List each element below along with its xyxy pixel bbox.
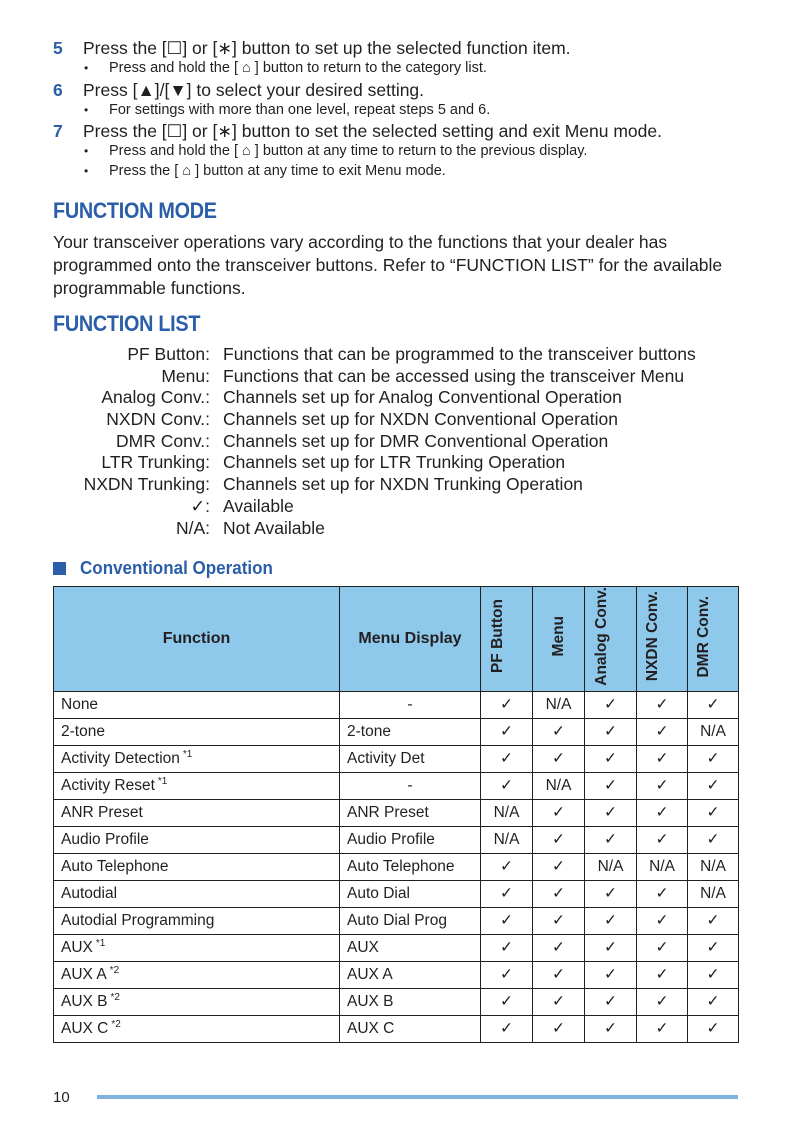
function-table <box>53 586 739 1043</box>
legend-term: Analog Conv.: <box>101 387 210 408</box>
cell-function <box>54 718 340 745</box>
legend-term: DMR Conv.: <box>116 430 210 451</box>
cell-menu: ✓ <box>533 745 585 772</box>
cell-nxdn-conv: ✓ <box>637 745 688 772</box>
section-title: Conventional Operation <box>80 557 273 578</box>
step-7 <box>53 120 753 142</box>
header-function: Function <box>54 587 340 692</box>
legend-row <box>53 518 753 540</box>
footnote-ref: *2 <box>109 965 120 977</box>
function-mode-heading: FUNCTION MODE <box>53 198 217 223</box>
cell-analog-conv: ✓ <box>585 961 637 988</box>
cell-analog-conv: ✓ <box>585 1015 637 1042</box>
cell-nxdn-conv: ✓ <box>637 772 688 799</box>
step-bullet: • Press and hold the [ ⌂ ] button to return to the category list. <box>53 59 753 79</box>
cell-function <box>54 1015 340 1042</box>
function-name: Auto Telephone <box>61 857 169 875</box>
function-name: AUX C <box>61 1020 109 1038</box>
cell-menu-display: AUX B <box>340 988 481 1015</box>
legend-row <box>53 409 753 431</box>
cell-menu-display: Auto Telephone <box>340 853 481 880</box>
cell-pf-button: N/A <box>481 826 533 853</box>
legend-term: PF Button: <box>127 344 210 364</box>
table-row <box>54 934 739 961</box>
function-name: None <box>61 695 99 713</box>
header-label: PF Button <box>488 599 506 674</box>
cell-menu: ✓ <box>533 799 585 826</box>
step-text: Press the [☐] or [∗] button to set up the selected function item. <box>83 38 571 58</box>
function-list-heading: FUNCTION LIST <box>53 311 201 336</box>
function-name: 2-tone <box>61 722 105 740</box>
table-row <box>54 853 739 880</box>
legend-row <box>53 344 753 366</box>
table-header-row <box>54 587 739 692</box>
cell-analog-conv: ✓ <box>585 826 637 853</box>
table-row <box>54 961 739 988</box>
cell-pf-button: ✓ <box>481 961 533 988</box>
cell-pf-button: ✓ <box>481 853 533 880</box>
function-name: Audio Profile <box>61 830 149 848</box>
step-number: 5 <box>53 38 63 58</box>
header-label: DMR Conv. <box>695 595 712 678</box>
cell-nxdn-conv: ✓ <box>637 880 688 907</box>
legend-desc: Channels set up for DMR Conventional Operation <box>223 430 609 451</box>
legend-term: NXDN Trunking: <box>83 474 210 495</box>
cell-menu-display: - <box>340 772 481 799</box>
function-name: Autodial <box>61 884 118 902</box>
cell-nxdn-conv: ✓ <box>637 988 688 1015</box>
step-bullet: • Press the [ ⌂ ] button at any time to exit Menu mode. <box>53 162 753 182</box>
header-label: Analog Conv. <box>592 587 610 686</box>
cell-analog-conv: ✓ <box>585 988 637 1015</box>
step-bullet: • Press and hold the [ ⌂ ] button at any time to return to the previous display. <box>53 142 753 162</box>
cell-pf-button: ✓ <box>481 691 533 718</box>
legend-row <box>53 387 753 409</box>
cell-dmr-conv: ✓ <box>688 691 739 718</box>
legend-desc: Channels set up for NXDN Trunking Operation <box>223 474 583 495</box>
cell-function <box>54 988 340 1015</box>
cell-menu-display: 2-tone <box>340 718 481 745</box>
cell-pf-button: ✓ <box>481 880 533 907</box>
cell-analog-conv: ✓ <box>585 691 637 718</box>
cell-function <box>54 934 340 961</box>
cell-function <box>54 853 340 880</box>
cell-pf-button: ✓ <box>481 907 533 934</box>
cell-menu: ✓ <box>533 826 585 853</box>
table-row <box>54 718 739 745</box>
cell-analog-conv: ✓ <box>585 907 637 934</box>
cell-pf-button: ✓ <box>481 988 533 1015</box>
cell-menu-display: AUX C <box>340 1015 481 1042</box>
function-name: Activity Reset <box>61 777 155 795</box>
cell-pf-button: ✓ <box>481 718 533 745</box>
cell-function <box>54 745 340 772</box>
cell-nxdn-conv: ✓ <box>637 799 688 826</box>
cell-nxdn-conv: ✓ <box>637 1015 688 1042</box>
legend-row <box>53 452 753 474</box>
legend-row <box>53 366 753 388</box>
cell-menu-display: Auto Dial Prog <box>340 907 481 934</box>
header-dmr-conv <box>688 587 739 692</box>
cell-pf-button: N/A <box>481 799 533 826</box>
header-menu-display: Menu Display <box>340 587 481 692</box>
header-pf-button <box>481 587 533 692</box>
cell-analog-conv: ✓ <box>585 880 637 907</box>
cell-menu: ✓ <box>533 718 585 745</box>
cell-menu-display: Activity Det <box>340 745 481 772</box>
cell-function <box>54 799 340 826</box>
cell-pf-button: ✓ <box>481 934 533 961</box>
legend-row <box>53 496 753 518</box>
cell-nxdn-conv: ✓ <box>637 718 688 745</box>
cell-function <box>54 880 340 907</box>
cell-menu: ✓ <box>533 988 585 1015</box>
cell-menu: ✓ <box>533 907 585 934</box>
table-row <box>54 772 739 799</box>
cell-menu: ✓ <box>533 934 585 961</box>
cell-menu: ✓ <box>533 961 585 988</box>
table-row <box>54 1015 739 1042</box>
cell-menu: N/A <box>533 691 585 718</box>
legend-desc: Channels set up for NXDN Conventional Operation <box>223 409 618 430</box>
table-row <box>54 880 739 907</box>
table-row <box>54 691 739 718</box>
table-row <box>54 745 739 772</box>
step-5 <box>53 37 753 59</box>
cell-menu-display: AUX <box>340 934 481 961</box>
footnote-ref: *2 <box>111 1019 121 1031</box>
cell-function <box>54 691 340 718</box>
cell-function <box>54 961 340 988</box>
legend-row <box>53 474 753 496</box>
cell-nxdn-conv: ✓ <box>637 961 688 988</box>
function-name: Activity Detection <box>61 750 180 768</box>
cell-analog-conv: ✓ <box>585 799 637 826</box>
header-label: Menu <box>549 616 567 657</box>
step-text: Press the [☐] or [∗] button to set the selected setting and exit Menu mode. <box>83 121 662 141</box>
function-name: ANR Preset <box>61 803 143 821</box>
cell-analog-conv: ✓ <box>585 934 637 961</box>
cell-pf-button: ✓ <box>481 745 533 772</box>
cell-dmr-conv: ✓ <box>688 772 739 799</box>
step-6 <box>53 79 753 101</box>
cell-analog-conv: ✓ <box>585 718 637 745</box>
conventional-operation-heading <box>53 557 290 579</box>
step-text: Press [▲]/[▼] to select your desired setting. <box>83 79 425 100</box>
cell-pf-button: ✓ <box>481 772 533 799</box>
legend-term: Menu: <box>161 365 210 386</box>
table-row <box>54 907 739 934</box>
cell-dmr-conv: ✓ <box>688 934 739 961</box>
procedure-steps <box>53 37 753 181</box>
header-label: NXDN Conv. <box>644 591 661 682</box>
header-menu <box>533 587 585 692</box>
cell-menu-display: Audio Profile <box>340 826 481 853</box>
square-bullet-icon <box>53 562 66 575</box>
legend-desc: Not Available <box>223 517 325 538</box>
cell-analog-conv: ✓ <box>585 745 637 772</box>
cell-dmr-conv: ✓ <box>688 826 739 853</box>
function-name: AUX B <box>61 993 108 1011</box>
legend-term: N/A: <box>175 517 210 538</box>
footnote-ref: *1 <box>157 776 168 788</box>
cell-dmr-conv: N/A <box>688 880 739 907</box>
cell-dmr-conv: ✓ <box>688 988 739 1015</box>
cell-menu: ✓ <box>533 880 585 907</box>
cell-dmr-conv: ✓ <box>688 799 739 826</box>
function-name: AUX <box>61 939 93 957</box>
cell-function <box>54 772 340 799</box>
cell-dmr-conv: N/A <box>688 718 739 745</box>
function-name: AUX A <box>61 966 107 984</box>
function-mode-paragraph: Your transceiver operations vary according to the functions that your dealer has programmed onto the transceiver buttons. Refer to “FUNCTION LIST” for the available programmable functions. <box>53 232 723 298</box>
header-nxdn-conv <box>637 587 688 692</box>
footnote-ref: *1 <box>182 749 193 761</box>
cell-nxdn-conv: ✓ <box>637 907 688 934</box>
cell-nxdn-conv: ✓ <box>637 691 688 718</box>
cell-dmr-conv: ✓ <box>688 1015 739 1042</box>
cell-pf-button: ✓ <box>481 1015 533 1042</box>
cell-nxdn-conv: ✓ <box>637 826 688 853</box>
cell-dmr-conv: ✓ <box>688 907 739 934</box>
legend-desc: Channels set up for Analog Conventional Operation <box>223 387 622 408</box>
legend-desc: Functions that can be programmed to the transceiver buttons <box>223 344 696 364</box>
cell-menu-display: - <box>340 691 481 718</box>
footnote-ref: *1 <box>95 938 106 950</box>
function-name: Autodial Programming <box>61 911 215 929</box>
table-row <box>54 988 739 1015</box>
legend-term: ✓: <box>190 495 210 516</box>
cell-dmr-conv: N/A <box>688 853 739 880</box>
legend-term: NXDN Conv.: <box>106 409 210 430</box>
step-number: 7 <box>53 121 63 141</box>
legend-desc: Channels set up for LTR Trunking Operation <box>223 452 566 473</box>
cell-menu-display: ANR Preset <box>340 799 481 826</box>
footnote-ref: *2 <box>110 992 120 1004</box>
cell-nxdn-conv: ✓ <box>637 934 688 961</box>
step-number: 6 <box>53 79 63 100</box>
cell-nxdn-conv: N/A <box>637 853 688 880</box>
page-number: 10 <box>53 1089 70 1106</box>
cell-function <box>54 826 340 853</box>
legend-desc: Available <box>223 495 294 516</box>
step-bullet: • For settings with more than one level, repeat steps 5 and 6. <box>53 101 753 121</box>
footer-rule <box>97 1095 738 1099</box>
legend-row <box>53 431 753 453</box>
cell-menu: ✓ <box>533 853 585 880</box>
cell-analog-conv: ✓ <box>585 772 637 799</box>
cell-menu-display: Auto Dial <box>340 880 481 907</box>
table-row <box>54 826 739 853</box>
cell-menu: N/A <box>533 772 585 799</box>
cell-menu-display: AUX A <box>340 961 481 988</box>
cell-dmr-conv: ✓ <box>688 745 739 772</box>
cell-dmr-conv: ✓ <box>688 961 739 988</box>
table-body <box>54 691 739 1042</box>
cell-menu: ✓ <box>533 1015 585 1042</box>
function-list-legend <box>53 344 753 539</box>
cell-function <box>54 907 340 934</box>
legend-desc: Functions that can be accessed using the transceiver Menu <box>223 365 685 386</box>
table-row <box>54 799 739 826</box>
cell-analog-conv: N/A <box>585 853 637 880</box>
legend-term: LTR Trunking: <box>101 452 210 473</box>
header-analog-conv <box>585 587 637 692</box>
